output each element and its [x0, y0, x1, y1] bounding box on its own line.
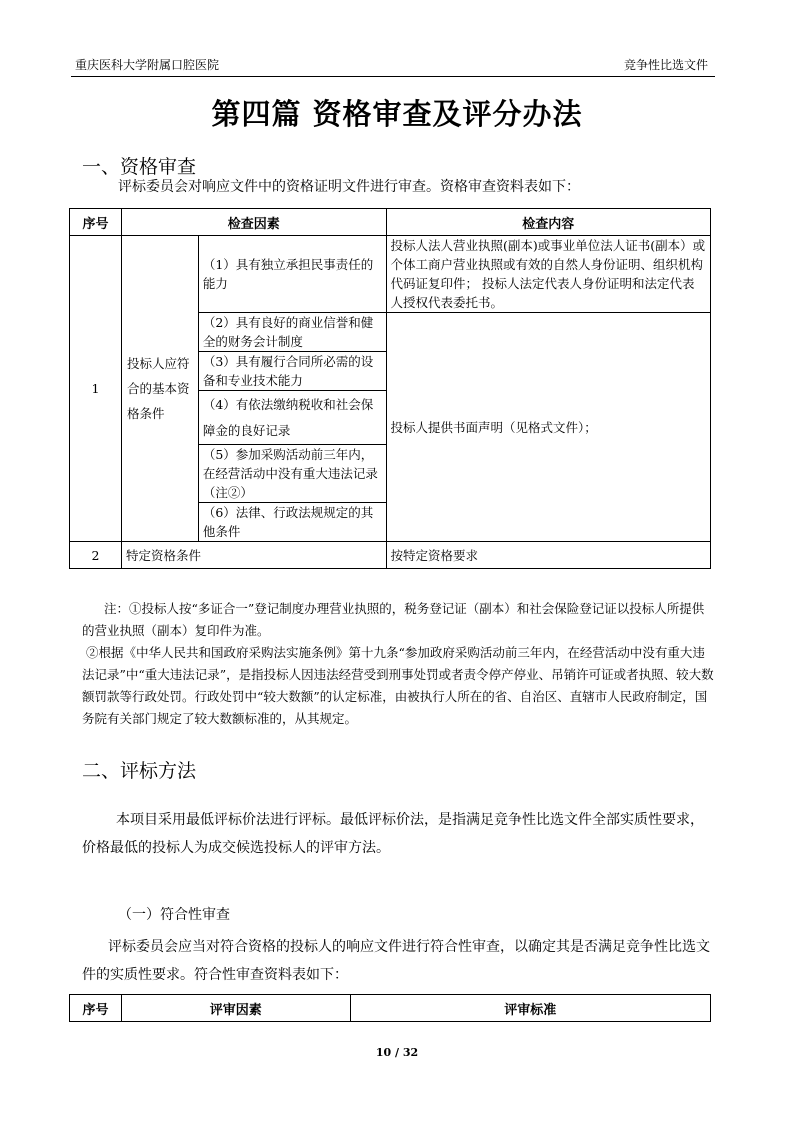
row1-content-docs: 投标人法人营业执照(副本)或事业单位法人证书(副本）或个体工商户营业执照或有效的自然人身份证明、组织机构代码证复印件； 投标人法定代表人身份证明和法定代表人授权代表委托书。 [386, 236, 710, 313]
section2-heading: 二、评标方法 [82, 760, 197, 782]
note-1: 注：①投标人按“多证合一”登记制度办理营业执照的，税务登记证（副本）和社会保险登记证以投标人所提供的营业执照（副本）复印件为准。 [82, 601, 705, 638]
col-header-content: 检查内容 [386, 209, 710, 236]
conformity-table [69, 994, 711, 1022]
header-right: 竞争性比选文件 [623, 58, 708, 72]
subsection-paragraph: 评标委员会应当对符合资格的投标人的响应文件进行符合性审查，以确定其是否满足竞争性比选文件的实质性要求。符合性审查资料表如下： [82, 939, 710, 983]
row2-num: 2 [70, 542, 122, 569]
note-2: ②根据《中华人民共和国政府采购法实施条例》第十九条“参加政府采购活动前三年内，在经营活动中没有重大违法记录”中“重大违法记录”，是指投标人因违法经营受到刑事处罚或者责令停产停业、吊销许可证或者执照、较大数额罚款等行政处罚。行政处罚中“较大数额”的认定标准，由被执行人所在的省、自治区、直辖市人民政府制定，国务院有关部门规定了较大数额标准的，从其规定。 [82, 645, 714, 726]
row1-category: 投标人应符合的基本资格条件 [121, 236, 198, 542]
section1-intro: 评标委员会对响应文件中的资格证明文件进行审查。资格审查资料表如下： [118, 179, 580, 195]
page-number: 10 / 32 [375, 1046, 419, 1059]
row1-num: 1 [70, 236, 122, 542]
row2-content: 按特定资格要求 [386, 542, 710, 569]
factor-item: （2）具有良好的商业信誉和健全的财务会计制度 [198, 313, 386, 352]
factor-item: （6）法律、行政法规规定的其他条件 [198, 503, 386, 542]
factor-item: （5）参加采购活动前三年内，在经营活动中没有重大违法记录（注②） [198, 445, 386, 503]
col-header-num: 序号 [70, 995, 122, 1022]
row2-factor: 特定资格条件 [121, 542, 386, 569]
header-left: 重庆医科大学附属口腔医院 [75, 58, 220, 72]
qualification-table [69, 208, 711, 569]
section2-paragraph: 本项目采用最低评标价法进行评标。最低评标价法，是指满足竞争性比选文件全部实质性要求，价格最低的投标人为成交候选投标人的评审方法。 [82, 812, 704, 856]
row1-content-statement: 投标人提供书面声明（见格式文件）； [386, 313, 710, 542]
col-header-factor: 检查因素 [121, 209, 386, 236]
col-header-factor: 评审因素 [121, 995, 350, 1022]
section1-heading: 一、资格审查 [82, 156, 197, 178]
factor-item: （3）具有履行合同所必需的设备和专业技术能力 [198, 352, 386, 391]
subsection-heading: （一）符合性审查 [118, 907, 230, 923]
col-header-standard: 评审标准 [350, 995, 710, 1022]
document-title: 第四篇 资格审查及评分办法 [211, 97, 583, 131]
header-divider [71, 76, 715, 77]
col-header-num: 序号 [70, 209, 122, 236]
factor-item: （1）具有独立承担民事责任的能力 [198, 236, 386, 313]
factor-item: （4）有依法缴纳税收和社会保障金的良好记录 [198, 391, 386, 445]
